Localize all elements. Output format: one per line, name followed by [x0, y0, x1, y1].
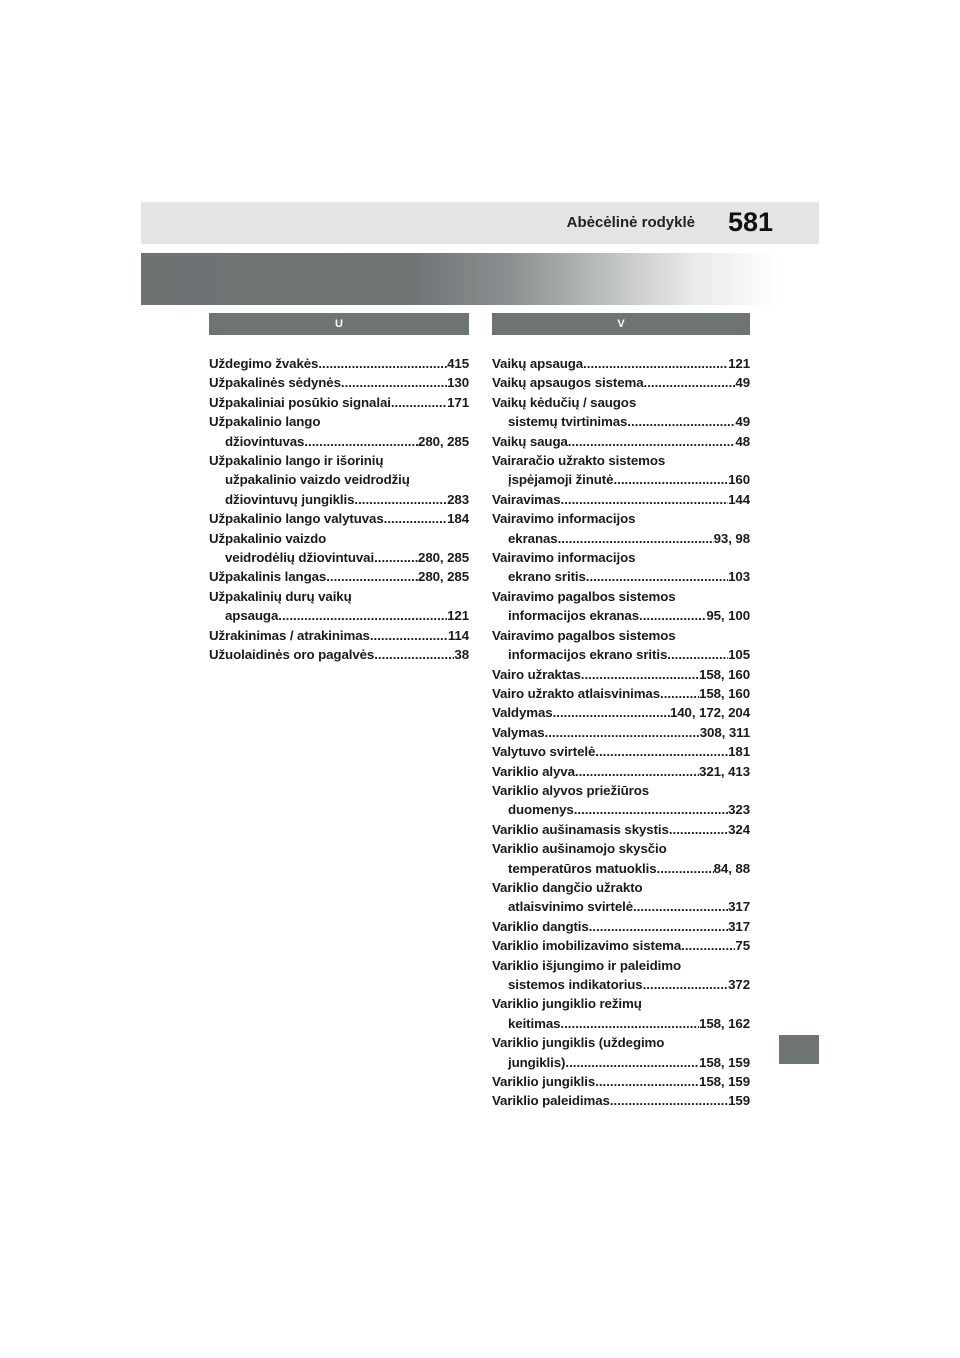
entry-text: Vairo užrakto atlaisvinimas [492, 685, 661, 701]
index-entry [492, 1072, 750, 1091]
entry-text: Variklio išjungimo ir paleidimo [492, 957, 682, 973]
entry-term [492, 548, 750, 567]
entry-term [209, 626, 469, 645]
entry-text: Variklio imobilizavimo sistema [492, 938, 682, 954]
index-entry [492, 354, 750, 373]
page-reference: 38 [454, 647, 469, 663]
entry-text: džiovintuvas [225, 433, 305, 449]
entry-term-continued [492, 800, 750, 819]
dot-leader [391, 393, 447, 412]
page-reference: 158, 160 [699, 685, 750, 701]
index-entry [492, 548, 750, 587]
page-reference: 158, 159 [699, 1054, 750, 1070]
entry-term [492, 432, 750, 451]
entry-text: Vairavimo pagalbos sistemos [492, 588, 676, 604]
entry-text: ekrano sritis [508, 569, 586, 585]
entry-text: apsauga [225, 608, 279, 624]
entry-text: keitimas [508, 1015, 561, 1031]
index-entry [492, 839, 750, 878]
entry-text: Užuolaidinės oro pagalvės [209, 647, 375, 663]
dot-leader [374, 548, 418, 567]
entry-term [492, 723, 750, 742]
entry-term [492, 742, 750, 761]
page-reference: 283 [447, 491, 469, 507]
dot-leader [304, 432, 418, 451]
index-entry [209, 509, 469, 528]
entry-text: Užpakalinių durų vaikų [209, 588, 352, 604]
index-entry [492, 684, 750, 703]
page-reference: 158, 162 [699, 1015, 750, 1031]
page-reference: 171 [447, 394, 469, 410]
index-thumb-tab [779, 1035, 819, 1064]
entry-term [492, 451, 750, 470]
entry-term [209, 567, 469, 586]
entry-term [492, 878, 750, 897]
entry-text: Variklio paleidimas [492, 1093, 610, 1109]
entry-term [492, 665, 750, 684]
entry-text: Vairavimo pagalbos sistemos [492, 627, 676, 643]
page-reference: 280, 285 [418, 550, 469, 566]
entry-term-continued [209, 606, 469, 625]
entry-text: užpakalinio vaizdo veidrodžių [225, 472, 410, 488]
page-header [141, 202, 819, 244]
index-column-u [209, 313, 469, 665]
dot-leader [639, 606, 706, 625]
entry-term [492, 820, 750, 839]
entry-text: Vairaračio užrakto sistemos [492, 453, 666, 469]
dot-leader [565, 1053, 699, 1072]
entry-text: Variklio alyvos priežiūros [492, 782, 650, 798]
dot-leader [595, 1072, 699, 1091]
entry-text: Variklio jungiklis (uždegimo [492, 1035, 665, 1051]
page-reference: 49 [735, 414, 750, 430]
entry-term [209, 393, 469, 412]
entry-term [209, 373, 469, 392]
page-number: 581 [727, 207, 773, 237]
page-reference: 144 [728, 491, 750, 507]
entry-text: informacijos ekrano sritis [508, 647, 668, 663]
index-entry [209, 645, 469, 664]
entry-term-continued [492, 1014, 750, 1033]
entry-text: Valytuvo svirtelė [492, 744, 596, 760]
index-entry [492, 878, 750, 917]
entry-list [492, 335, 750, 1111]
dot-leader [589, 917, 728, 936]
entry-term-continued [492, 470, 750, 489]
entry-text: Užpakalinis langas [209, 569, 327, 585]
dot-leader [374, 645, 454, 664]
index-entry [209, 451, 469, 509]
dot-leader [644, 373, 736, 392]
page-reference: 158, 160 [699, 666, 750, 682]
dot-leader [669, 820, 728, 839]
entry-text: Užrakinimas / atrakinimas [209, 627, 370, 643]
entry-term [492, 781, 750, 800]
entry-term-continued [492, 1053, 750, 1072]
index-entry [492, 373, 750, 392]
page-reference: 415 [447, 356, 469, 371]
entry-term [492, 1091, 750, 1110]
page-reference: 105 [728, 647, 750, 663]
entry-term [492, 1072, 750, 1091]
entry-text: Vaikų apsauga [492, 356, 584, 371]
entry-term [492, 917, 750, 936]
page-reference: 114 [447, 627, 469, 643]
dot-leader [583, 354, 728, 373]
page-reference: 93, 98 [713, 530, 750, 546]
entry-term [492, 393, 750, 412]
index-entry [492, 742, 750, 761]
entry-term-continued [492, 606, 750, 625]
entry-term-continued [492, 645, 750, 664]
page-reference: 308, 311 [699, 724, 750, 740]
entry-text: Variklio jungiklis [492, 1074, 596, 1090]
entry-list [209, 335, 469, 665]
index-entry [492, 1091, 750, 1110]
dot-leader [278, 606, 447, 625]
dot-leader [545, 723, 700, 742]
dot-leader [558, 529, 714, 548]
page-reference: 49 [735, 375, 750, 391]
entry-text: džiovintuvų jungiklis [225, 491, 355, 507]
index-entry [209, 567, 469, 586]
entry-text: informacijos ekranas [508, 608, 640, 624]
entry-term [209, 451, 469, 470]
index-entry [492, 1033, 750, 1072]
dot-leader [633, 897, 728, 916]
entry-term [492, 626, 750, 645]
page-reference: 280, 285 [418, 433, 469, 449]
dot-leader [610, 1091, 728, 1110]
entry-text: Variklio aušinamojo skysčio [492, 841, 667, 857]
dot-leader [553, 703, 670, 722]
entry-text: Vairavimas [492, 491, 561, 507]
entry-text: Variklio dangčio užrakto [492, 879, 643, 895]
page-reference: 184 [447, 511, 469, 527]
index-entry [492, 626, 750, 665]
entry-term-continued [492, 975, 750, 994]
index-entry [209, 373, 469, 392]
index-entry [492, 917, 750, 936]
entry-text: Užpakalinio lango ir išorinių [209, 453, 384, 469]
dot-leader [613, 470, 728, 489]
page-reference: 324 [728, 821, 750, 837]
index-entry [492, 956, 750, 995]
page-reference: 158, 159 [699, 1074, 750, 1090]
index-entry [492, 781, 750, 820]
page-reference: 323 [728, 802, 750, 818]
entry-text: duomenys [508, 802, 574, 818]
decorative-banner [141, 253, 781, 305]
entry-term [492, 839, 750, 858]
entry-term [492, 490, 750, 509]
entry-term [492, 373, 750, 392]
dot-leader [574, 800, 728, 819]
entry-text: Variklio jungiklio režimų [492, 996, 642, 1012]
entry-text: sistemų tvirtinimas [508, 414, 628, 430]
entry-term-continued [492, 567, 750, 586]
index-entry [209, 354, 469, 373]
dot-leader [318, 354, 447, 373]
entry-term [209, 354, 469, 373]
entry-term [492, 509, 750, 528]
entry-text: Vaikų apsaugos sistema [492, 375, 644, 391]
entry-text: atlaisvinimo svirtelė [508, 899, 634, 915]
entry-text: Vairavimo informacijos [492, 511, 636, 527]
page-reference: 160 [728, 472, 750, 488]
entry-term [492, 354, 750, 373]
dot-leader [667, 645, 728, 664]
index-column-v [492, 313, 750, 1111]
entry-text: įspėjamoji žinutė [508, 472, 614, 488]
index-entry [492, 994, 750, 1033]
entry-term [209, 412, 469, 431]
entry-text: Variklio dangtis [492, 918, 589, 934]
entry-term-continued [492, 529, 750, 548]
page-reference: 317 [728, 918, 750, 934]
entry-text: Užpakalinio vaizdo [209, 530, 327, 546]
entry-text: Variklio aušinamasis skystis [492, 821, 669, 837]
entry-text: veidrodėlių džiovintuvai [225, 550, 375, 566]
entry-term [209, 645, 469, 664]
entry-term [492, 994, 750, 1013]
dot-leader [575, 762, 699, 781]
entry-term [209, 529, 469, 548]
entry-text: Valdymas [492, 705, 553, 721]
dot-leader [657, 859, 714, 878]
entry-term-continued [492, 897, 750, 916]
index-entry [492, 587, 750, 626]
page-reference: 130 [447, 375, 469, 391]
entry-term [492, 1033, 750, 1052]
index-entry [492, 451, 750, 490]
entry-text: Užpakalinės sėdynės [209, 375, 341, 391]
index-entry [492, 820, 750, 839]
entry-term [209, 509, 469, 528]
page-reference: 48 [735, 433, 750, 449]
entry-text: ekranas [508, 530, 558, 546]
entry-term-continued [492, 412, 750, 431]
entry-term [492, 684, 750, 703]
page-reference: 121 [447, 608, 469, 624]
entry-term-continued [209, 470, 469, 489]
page-reference: 103 [728, 569, 750, 585]
page-reference: 84, 88 [713, 860, 750, 876]
index-entry [209, 412, 469, 451]
entry-text: Uždegimo žvakės [209, 356, 319, 371]
dot-leader [568, 432, 736, 451]
entry-term-continued [492, 859, 750, 878]
page-reference: 181 [728, 744, 750, 760]
page-reference: 75 [735, 938, 750, 954]
dot-leader [627, 412, 735, 431]
page-reference: 95, 100 [706, 608, 750, 624]
page-reference: 317 [728, 899, 750, 915]
dot-leader [681, 936, 735, 955]
page-reference: 372 [728, 977, 750, 992]
page-reference: 321, 413 [699, 763, 750, 779]
entry-text: Vaikų sauga [492, 433, 568, 449]
index-entry [492, 703, 750, 722]
entry-text: Užpakalinio lango [209, 414, 321, 430]
entry-term [492, 936, 750, 955]
dot-leader [341, 373, 447, 392]
entry-term [209, 587, 469, 606]
letter-heading: U [209, 313, 469, 335]
index-entry [492, 936, 750, 955]
letter-heading: V [492, 313, 750, 335]
entry-text: Vaikų kėdučių / saugos [492, 394, 637, 410]
entry-term [492, 762, 750, 781]
dot-leader [643, 975, 729, 994]
page-reference: 121 [728, 356, 750, 371]
index-entry [492, 393, 750, 432]
dot-leader [354, 490, 447, 509]
index-entry [492, 762, 750, 781]
dot-leader [560, 1014, 699, 1033]
entry-text: Vairavimo informacijos [492, 550, 636, 566]
index-entry [209, 393, 469, 412]
section-title: Abėcėlinė rodyklė [566, 214, 695, 231]
entry-text: sistemos indikatorius [508, 977, 643, 992]
index-entry [209, 626, 469, 645]
dot-leader [384, 509, 447, 528]
dot-leader [326, 567, 418, 586]
index-entry [209, 529, 469, 568]
entry-text: Užpakalinio lango valytuvas [209, 511, 384, 527]
page-reference: 280, 285 [418, 569, 469, 585]
entry-term-continued [209, 490, 469, 509]
entry-term-continued [209, 432, 469, 451]
index-entry [209, 587, 469, 626]
entry-text: Užpakaliniai posūkio signalai [209, 394, 391, 410]
entry-text: temperatūros matuoklis [508, 860, 657, 876]
dot-leader [595, 742, 728, 761]
entry-term [492, 956, 750, 975]
page-reference: 159 [728, 1093, 750, 1109]
entry-term [492, 587, 750, 606]
entry-text: jungiklis) [508, 1054, 566, 1070]
entry-term [492, 703, 750, 722]
entry-term-continued [209, 548, 469, 567]
entry-text: Variklio alyva [492, 763, 575, 779]
entry-text: Valymas [492, 724, 545, 740]
index-entry [492, 665, 750, 684]
dot-leader [561, 490, 729, 509]
dot-leader [581, 665, 699, 684]
index-entry [492, 490, 750, 509]
dot-leader [660, 684, 699, 703]
entry-text: Vairo užraktas [492, 666, 581, 682]
dot-leader [586, 567, 728, 586]
index-entry [492, 509, 750, 548]
dot-leader [370, 626, 448, 645]
index-entry [492, 723, 750, 742]
page-reference: 140, 172, 204 [669, 705, 750, 721]
index-entry [492, 432, 750, 451]
